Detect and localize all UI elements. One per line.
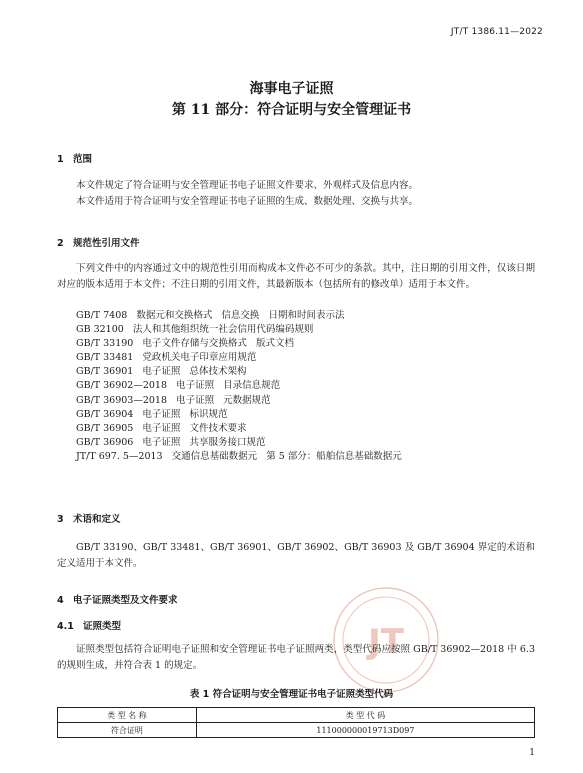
subsection-4-1-heading (57, 618, 121, 632)
reference-item: GB/T 7408 数据元和交换格式 信息交换 日期和时间表示法 (76, 310, 345, 321)
section-title: 术语和定义 (73, 514, 121, 525)
paragraph: 下列文件中的内容通过文中的规范性引用而构成本文件必不可少的条款。其中，注日期的引用文件，仅该日期对应的版本适用于本文件；不注日期的引用文件，其最新版本（包括所有的修改单）适用于本文件。 (57, 263, 535, 290)
section-3-body (57, 540, 535, 572)
section-4-heading (57, 592, 178, 606)
paragraph: 本文件适用于符合证明与安全管理证书电子证照的生成、数据处理、交换与共享。 (76, 196, 419, 207)
subsection-title: 证照类型 (83, 621, 122, 632)
reference-item: JT/T 697. 5—2013 交通信息基础数据元 第 5 部分：船舶信息基础数据元 (76, 450, 402, 462)
type-code-table (57, 707, 535, 738)
reference-item: GB/T 36901 电子证照 总体技术架构 (76, 366, 247, 378)
table-header-row (58, 708, 535, 723)
subsection-4-1-body (57, 642, 535, 674)
paragraph: GB/T 33190、GB/T 33481、GB/T 36901、GB/T 36902、GB/T 36903 及 GB/T 36904 界定的术语和定义适用于本文件。 (57, 542, 535, 569)
section-number: 2 (57, 238, 64, 249)
reference-list (76, 309, 402, 464)
section-title: 规范性引用文件 (73, 238, 140, 249)
section-2-intro (57, 261, 535, 293)
paragraph: 证照类型包括符合证明电子证照和安全管理证书电子证照两类，类型代码应按照 GB/T 36902—2018 中 6.3 的规则生成，并符合表 1 的规定。 (57, 644, 535, 671)
page-number: 1 (529, 748, 535, 758)
reference-item: GB/T 33190 电子文件存储与交换格式 版式文档 (76, 338, 294, 350)
section-number: 3 (57, 514, 64, 525)
subsection-number: 4.1 (57, 621, 74, 632)
section-1-body (57, 178, 535, 210)
section-3-heading (57, 511, 121, 525)
reference-item: GB/T 36903—2018 电子证照 元数据规范 (76, 394, 271, 406)
column-header: 类 型 代 码 (196, 708, 534, 723)
reference-item: GB/T 36902—2018 电子证照 目录信息规范 (76, 380, 281, 392)
reference-item: GB/T 36905 电子证照 文件技术要求 (76, 422, 247, 434)
document-title: 海事电子证照 (249, 81, 334, 97)
table-row (58, 723, 535, 738)
table-cell: 111000000019713D097 (196, 723, 534, 738)
stamp-text: JT (368, 622, 404, 662)
section-title: 电子证照类型及文件要求 (73, 595, 178, 606)
column-header: 类 型 名 称 (58, 708, 197, 723)
jt-watermark-stamp (331, 585, 441, 695)
reference-item: GB 32100 法人和其他组织统一社会信用代码编码规则 (76, 324, 314, 336)
document-subtitle: 第 11 部分：符合证明与安全管理证书 (171, 102, 412, 118)
table-cell: 符合证明 (58, 723, 197, 738)
table-caption: 表 1 符合证明与安全管理证书电子证照类型代码 (189, 689, 394, 700)
paragraph: 本文件规定了符合证明与安全管理证书电子证照文件要求、外观样式及信息内容。 (76, 180, 419, 191)
section-number: 1 (57, 154, 64, 165)
section-title: 范围 (73, 154, 93, 165)
reference-item: GB/T 33481 党政机关电子印章应用规范 (76, 352, 257, 364)
reference-item: GB/T 36904 电子证照 标识规范 (76, 408, 228, 420)
section-1-heading (57, 151, 92, 165)
reference-item: GB/T 36906 电子证照 共享服务接口规范 (76, 436, 266, 448)
section-number: 4 (57, 595, 64, 606)
section-2-heading (57, 235, 140, 249)
standard-code: JT/T 1386.11—2022 (450, 27, 543, 37)
